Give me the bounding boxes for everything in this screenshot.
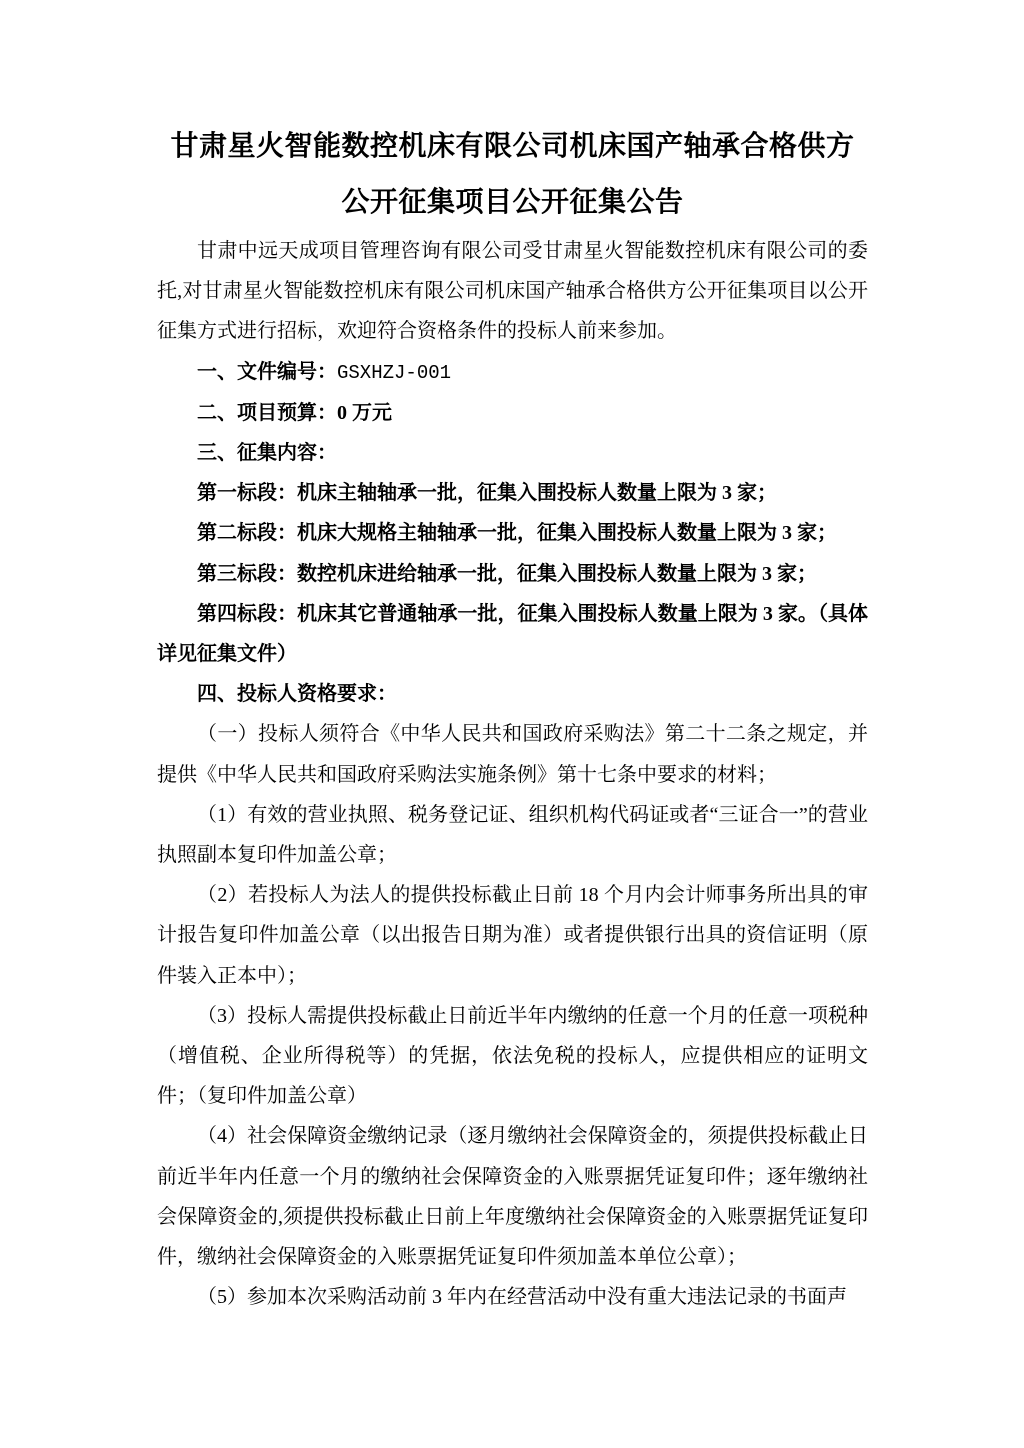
doc-number-label: 一、文件编号：: [197, 360, 337, 383]
lot-line-4: 第四标段：机床其它普通轴承一批，征集入围投标人数量上限为 3 家。（具体详见征集文件）: [157, 602, 868, 666]
section-heading-qualification: 四、投标人资格要求：: [197, 683, 397, 706]
budget-line: [157, 393, 868, 433]
requirement-paragraph-2: （1）有效的营业执照、税务登记证、组织机构代码证或者“三证合一”的营业执照副本复印件加盖公章；: [157, 803, 868, 867]
budget-label: 二、项目预算：: [197, 401, 337, 424]
lot-line-3: 第三标段：数控机床进给轴承一批，征集入围投标人数量上限为 3 家；: [197, 562, 817, 585]
section-heading-content: 三、征集内容：: [197, 442, 337, 465]
budget-value: 0 万元: [337, 401, 392, 424]
requirement-paragraph-3: （2）若投标人为法人的提供投标截止日前 18 个月内会计师事务所出具的审计报告复印件加盖公章（以出报告日期为准）或者提供银行出具的资信证明（原件装入正本中）；: [157, 884, 868, 987]
intro-paragraph: 甘肃中远天成项目管理咨询有限公司受甘肃星火智能数控机床有限公司的委托,对甘肃星火智能数控机床有限公司机床国产轴承合格供方公开征集项目以公开征集方式进行招标，欢迎符合资格条件的投标人前来参加。: [157, 240, 868, 343]
lot-line-1: 第一标段：机床主轴轴承一批，征集入围投标人数量上限为 3 家；: [197, 482, 777, 505]
lot-line-2: 第二标段：机床大规格主轴轴承一批，征集入围投标人数量上限为 3 家；: [197, 522, 837, 545]
requirement-paragraph-1: （一）投标人须符合《中华人民共和国政府采购法》第二十二条之规定，并提供《中华人民共和国政府采购法实施条例》第十七条中要求的材料；: [157, 723, 868, 786]
document-content: [157, 119, 868, 1317]
page-title: 甘肃星火智能数控机床有限公司机床国产轴承合格供方公开征集项目公开征集公告: [170, 131, 855, 218]
requirement-paragraph-4: （3）投标人需提供投标截止日前近半年内缴纳的任意一个月的任意一项税种（增值税、企业所得税等）的凭据，依法免税的投标人，应提供相应的证明文件；（复印件加盖公章）: [157, 1004, 868, 1108]
requirement-paragraph-5: （4）社会保障资金缴纳记录（逐月缴纳社会保障资金的，须提供投标截止日前近半年内任意一个月的缴纳社会保障资金的入账票据凭证复印件；逐年缴纳社会保障资金的,须提供投标截止日前上年度缴纳社会保障资金的入账票据凭证复印件，缴纳社会保障资金的入账票据凭证复印件须加盖本单位公章）；: [157, 1125, 868, 1269]
doc-number-value: GSXHZJ-001: [337, 361, 452, 384]
doc-number-line: [157, 352, 868, 393]
requirement-paragraph-6: （5）参加本次采购活动前 3 年内在经营活动中没有重大违法记录的书面声: [197, 1286, 847, 1309]
